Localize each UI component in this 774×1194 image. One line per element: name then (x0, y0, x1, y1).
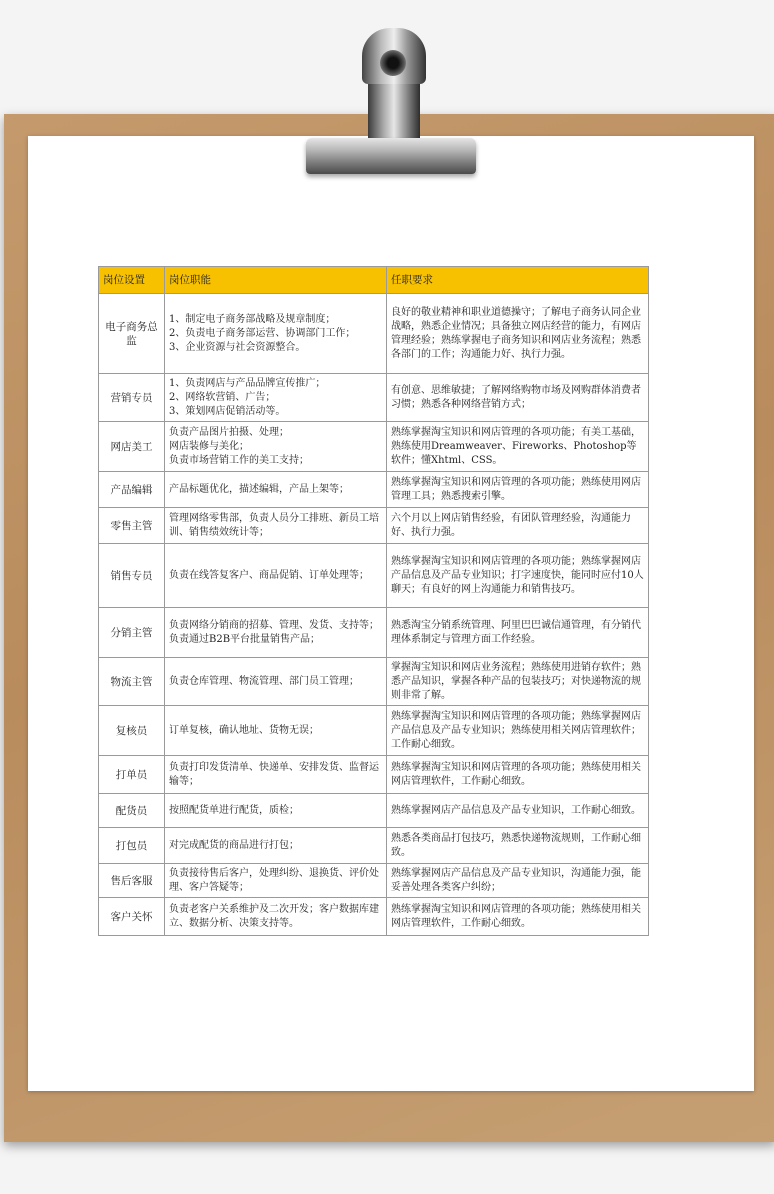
requirements-cell: 熟练掌握淘宝知识和网店管理的各项功能；有美工基础，熟练使用Dreamweaver、Fireworks、Photoshop等软件；懂Xhtml、CSS。 (387, 422, 649, 472)
duty-line: 1、负责网店与产品品牌宣传推广； (169, 377, 326, 389)
binder-clip-neck (368, 84, 420, 146)
table-row (99, 864, 649, 898)
position-cell: 打包员 (99, 828, 165, 864)
duty-line: 负责在线答复客户、商品促销、订单处理等； (169, 569, 369, 581)
position-cell: 电子商务总监 (99, 294, 165, 374)
job-table (98, 266, 649, 936)
position-cell: 分销主管 (99, 608, 165, 658)
duties-cell (165, 422, 387, 472)
duties-cell (165, 294, 387, 374)
position-cell: 产品编辑 (99, 472, 165, 508)
requirements-cell: 熟练掌握淘宝知识和网店管理的各项功能；熟练使用网店管理工具；熟悉搜索引擎。 (387, 472, 649, 508)
table-row (99, 756, 649, 794)
duty-line: 1、制定电子商务部战略及规章制度； (169, 313, 336, 325)
duty-line: 负责网络分销商的招募、管理、发货、支持等；负责通过B2B平台批量销售产品； (169, 619, 379, 645)
table-row (99, 374, 649, 422)
duty-line: 2、网络软营销、广告； (169, 391, 276, 403)
table-row (99, 294, 649, 374)
duty-line: 负责老客户关系维护及二次开发；客户数据库建立、数据分析、决策支持等。 (169, 903, 379, 929)
header-position: 岗位设置 (99, 267, 165, 294)
requirements-cell: 熟悉各类商品打包技巧，熟悉快递物流规则，工作耐心细致。 (387, 828, 649, 864)
requirements-cell: 有创意、思维敏捷；了解网络购物市场及网购群体消费者习惯；熟悉各种网络营销方式； (387, 374, 649, 422)
duties-cell (165, 706, 387, 756)
table-row (99, 472, 649, 508)
duty-line: 对完成配货的商品进行打包； (169, 839, 299, 851)
position-cell: 复核员 (99, 706, 165, 756)
table-row (99, 794, 649, 828)
requirements-cell: 六个月以上网店销售经验，有团队管理经验，沟通能力好、执行力强。 (387, 508, 649, 544)
position-cell: 售后客服 (99, 864, 165, 898)
table-row (99, 508, 649, 544)
position-cell: 零售主管 (99, 508, 165, 544)
duties-cell (165, 828, 387, 864)
position-cell: 客户关怀 (99, 898, 165, 936)
duties-cell (165, 794, 387, 828)
duties-cell (165, 608, 387, 658)
table-row (99, 544, 649, 608)
binder-clip-base (306, 138, 476, 174)
duties-cell (165, 756, 387, 794)
duty-line: 负责接待售后客户，处理纠纷、退换货、评价处理、客户答疑等； (169, 867, 379, 893)
requirements-cell: 熟练掌握淘宝知识和网店管理的各项功能；熟练掌握网店产品信息及产品专业知识；熟练使用相关网店管理软件；工作耐心细致。 (387, 706, 649, 756)
duty-line: 网店装修与美化； (169, 440, 249, 452)
duty-line: 2、负责电子商务部运营、协调部门工作； (169, 327, 356, 339)
position-cell: 打单员 (99, 756, 165, 794)
position-cell: 配货员 (99, 794, 165, 828)
duty-line: 负责打印发货清单、快递单、安排发货、监督运输等； (169, 761, 379, 787)
position-cell: 物流主管 (99, 658, 165, 706)
table-row (99, 706, 649, 756)
duties-cell (165, 898, 387, 936)
position-cell: 营销专员 (99, 374, 165, 422)
duty-line: 订单复核，确认地址、货物无误； (169, 724, 319, 736)
table-row (99, 658, 649, 706)
duties-cell (165, 544, 387, 608)
duty-line: 管理网络零售部，负责人员分工排班、新员工培训、销售绩效统计等； (169, 512, 379, 538)
duty-line: 负责仓库管理、物流管理、部门员工管理； (169, 675, 359, 687)
duties-cell (165, 508, 387, 544)
table-row (99, 608, 649, 658)
position-cell: 网店美工 (99, 422, 165, 472)
duties-cell (165, 658, 387, 706)
requirements-cell: 熟悉淘宝分销系统管理、阿里巴巴诚信通管理，有分销代理体系制定与管理方面工作经验。 (387, 608, 649, 658)
duty-line: 按照配货单进行配货，质检； (169, 804, 299, 816)
requirements-cell: 熟练掌握网店产品信息及产品专业知识，沟通能力强，能妥善处理各类客户纠纷； (387, 864, 649, 898)
requirements-cell: 掌握淘宝知识和网店业务流程；熟练使用进销存软件；熟悉产品知识，掌握各种产品的包装技巧；对快递物流的规则非常了解。 (387, 658, 649, 706)
duties-cell (165, 374, 387, 422)
table-row (99, 422, 649, 472)
duties-cell (165, 472, 387, 508)
duties-cell (165, 864, 387, 898)
table-header-row (99, 267, 649, 294)
requirements-cell: 熟练掌握淘宝知识和网店管理的各项功能；熟练使用相关网店管理软件，工作耐心细致。 (387, 756, 649, 794)
requirements-cell: 熟练掌握淘宝知识和网店管理的各项功能；熟练掌握网店产品信息及产品专业知识；打字速度快，能同时应付10人聊天；有良好的网上沟通能力和销售技巧。 (387, 544, 649, 608)
duty-line: 产品标题优化，描述编辑，产品上架等； (169, 483, 349, 495)
requirements-cell: 熟练掌握网店产品信息及产品专业知识，工作耐心细致。 (387, 794, 649, 828)
requirements-cell: 熟练掌握淘宝知识和网店管理的各项功能；熟练使用相关网店管理软件，工作耐心细致。 (387, 898, 649, 936)
header-duties: 岗位职能 (165, 267, 387, 294)
header-requirements: 任职要求 (387, 267, 649, 294)
duty-line: 3、企业资源与社会资源整合。 (169, 341, 306, 353)
binder-clip-hole (380, 50, 406, 76)
table-row (99, 828, 649, 864)
duty-line: 负责产品图片拍摄、处理； (169, 426, 289, 438)
duty-line: 负责市场营销工作的美工支持； (169, 454, 309, 466)
table-row (99, 898, 649, 936)
requirements-cell: 良好的敬业精神和职业道德操守；了解电子商务认同企业战略，熟悉企业情况；具备独立网店经营的能力，有网店管理经验；熟练掌握电子商务知识和网店业务流程；熟悉各部门的工作；沟通能力好、执行力强。 (387, 294, 649, 374)
position-cell: 销售专员 (99, 544, 165, 608)
duty-line: 3、策划网店促销活动等。 (169, 405, 286, 417)
